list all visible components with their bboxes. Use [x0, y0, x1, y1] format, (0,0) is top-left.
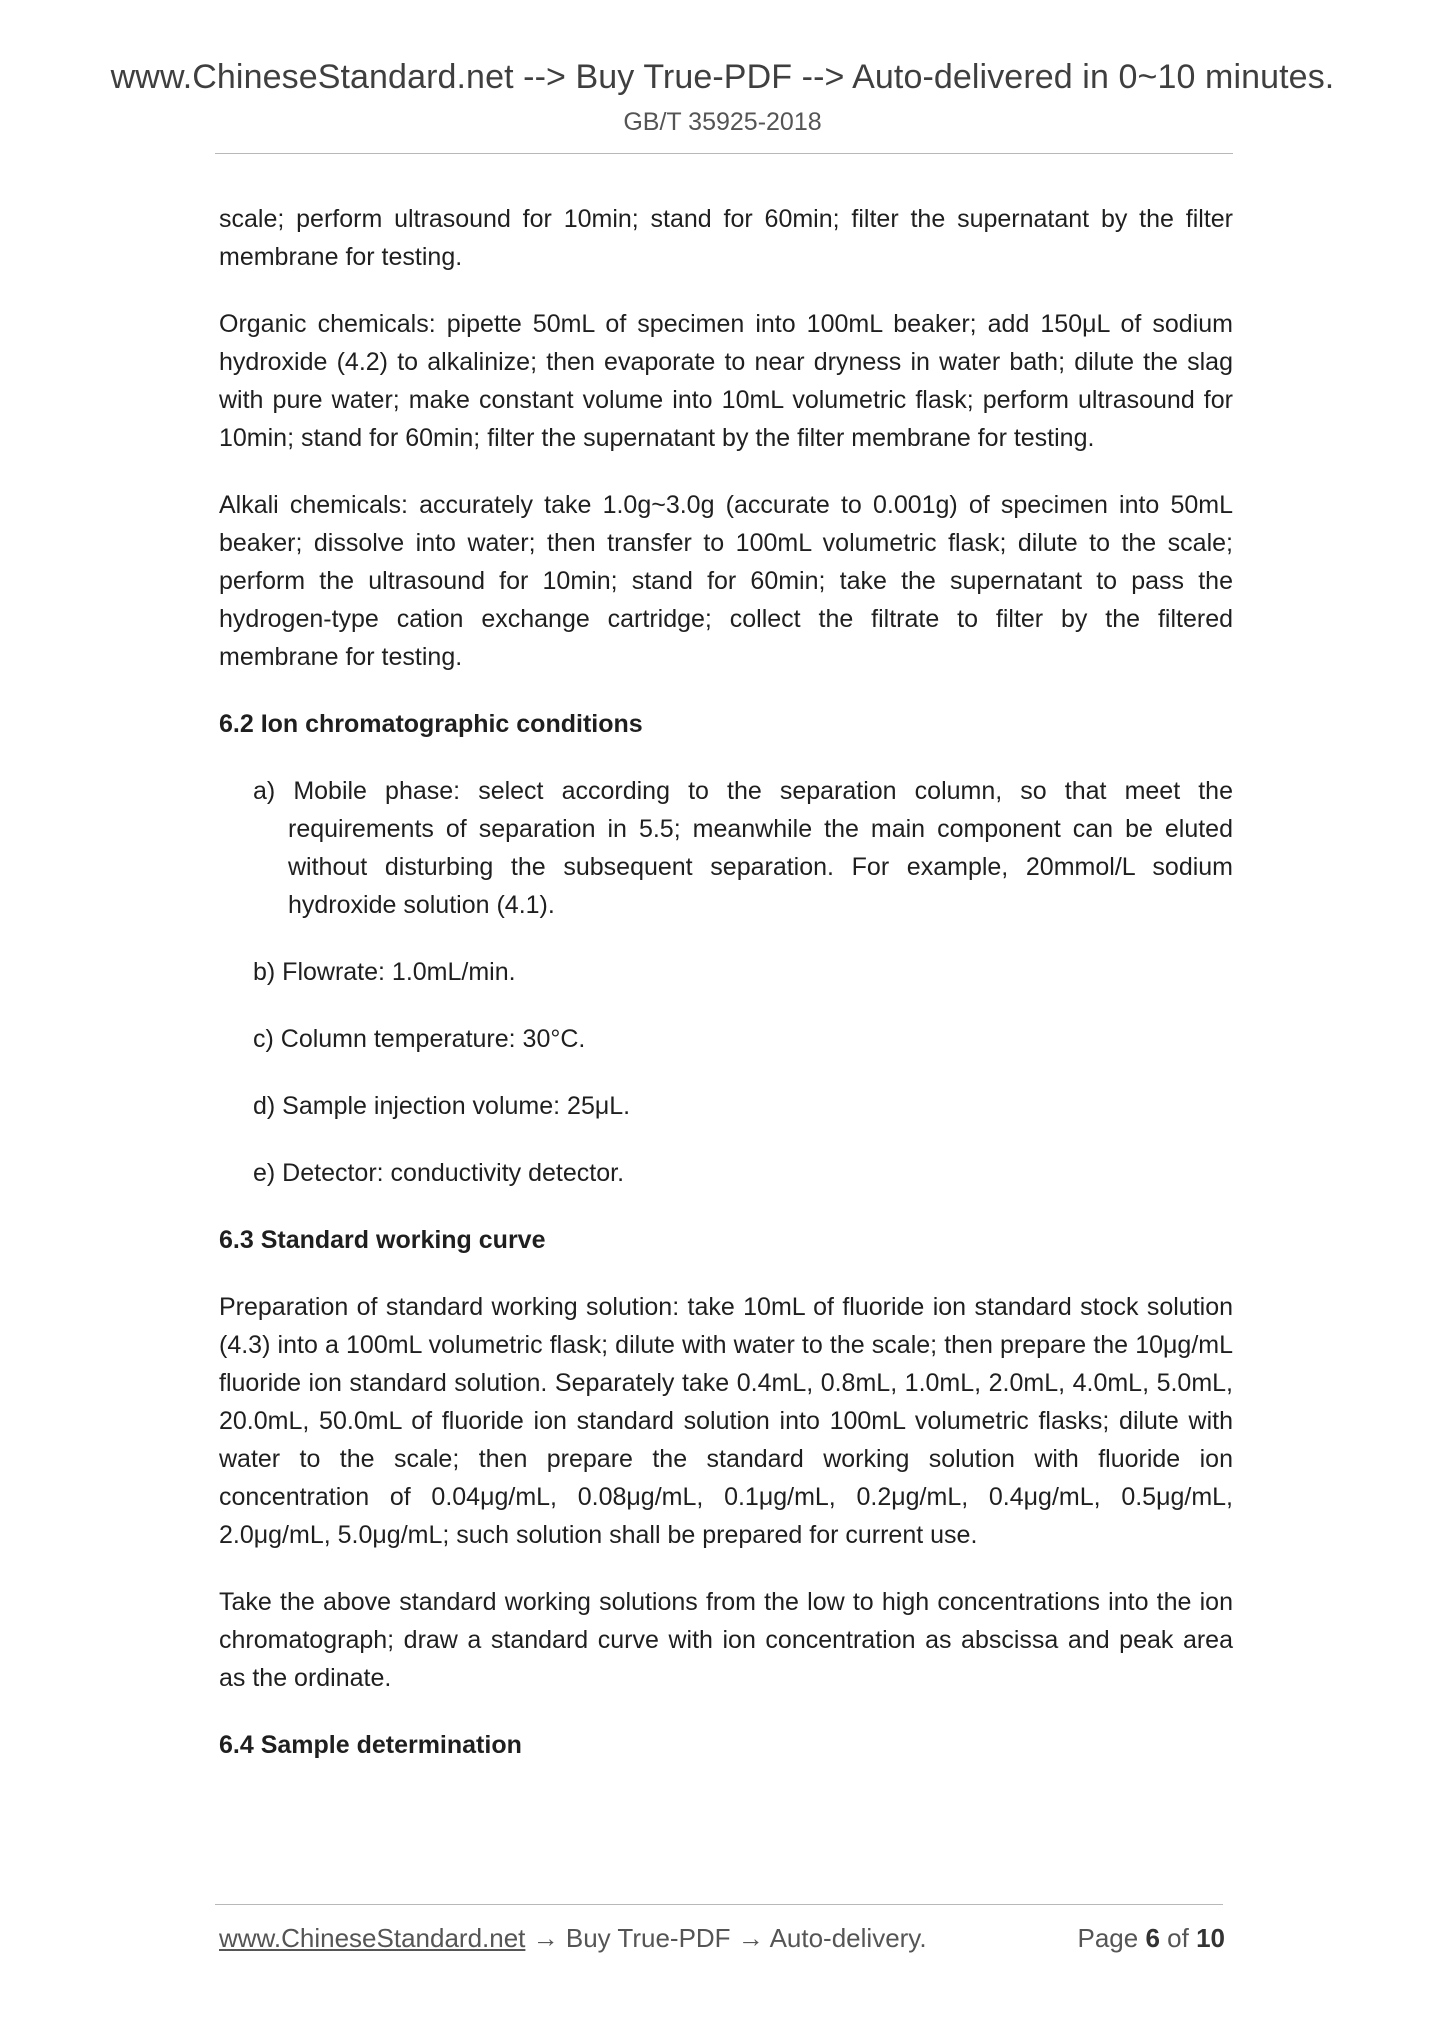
page-label: Page: [1077, 1923, 1139, 1953]
condition-injection-volume: d) Sample injection volume: 25μL.: [253, 1092, 631, 1120]
section-heading-6-2: 6.2 Ion chromatographic conditions: [219, 710, 643, 738]
paragraph-alkali-chemicals: Alkali chemicals: accurately take 1.0g~3.0g (accurate to 0.001g) of specimen into 50mL beaker; dissolve into water; then transfer to 100mL volumetric flask; dilute to the scale; perform the ultrasound for 10min; stand for 60min; take the supernatant to pass the hydrogen-type cation exchange cartridge; collect the filtrate to filter by the filtered membrane for testing.: [219, 491, 1233, 671]
standard-number: GB/T 35925-2018: [623, 108, 822, 136]
conditions-list: [219, 772, 1233, 1192]
document-body: [219, 200, 1233, 1793]
paragraph: scale; perform ultrasound for 10min; stand for 60min; filter the supernatant by the filter membrane for testing.: [219, 205, 1233, 271]
condition-mobile-phase: a) Mobile phase: select according to the separation column, so that meet the requirements of separation in 5.5; meanwhile the main component can be eluted without disturbing the subsequent separation. For example, 20mmol/L sodium hydroxide solution (4.1).: [253, 777, 1233, 919]
paragraph-organic-chemicals: Organic chemicals: pipette 50mL of specimen into 100mL beaker; add 150μL of sodium hydroxide (4.2) to alkalinize; then evaporate to near dryness in water bath; dilute the slag with pure water; make constant volume into 10mL volumetric flask; perform ultrasound for 10min; stand for 60min; filter the supernatant by the filter membrane for testing.: [219, 310, 1233, 452]
paragraph-standard-curve: Take the above standard working solutions from the low to high concentrations into the ion chromatograph; draw a standard curve with ion concentration as abscissa and peak area as the ordinate.: [219, 1588, 1233, 1692]
footer-link[interactable]: www.ChineseStandard.net: [219, 1923, 526, 1953]
condition-flowrate: b) Flowrate: 1.0mL/min.: [253, 958, 516, 986]
page-current: 6: [1145, 1923, 1160, 1953]
paragraph-standard-preparation: Preparation of standard working solution: take 10mL of fluoride ion standard stock solution (4.3) into a 100mL volumetric flask; dilute with water to the scale; then prepare the 10μg/mL fluoride ion standard solution. Separately take 0.4mL, 0.8mL, 1.0mL, 2.0mL, 4.0mL, 5.0mL, 20.0mL, 50.0mL of fluoride ion standard solution into 100mL volumetric flasks; dilute with water to the scale; then prepare the standard working solution with fluoride ion concentration of 0.04μg/mL, 0.08μg/mL, 0.1μg/mL, 0.2μg/mL, 0.4μg/mL, 0.5μg/mL, 2.0μg/mL, 5.0μg/mL; such solution shall be prepared for current use.: [219, 1293, 1233, 1549]
of-label: of: [1167, 1923, 1189, 1953]
section-heading-6-3: 6.3 Standard working curve: [219, 1226, 546, 1254]
page-indicator: [1077, 1923, 1225, 1954]
footer-tail: → Buy True-PDF → Auto-delivery.: [525, 1923, 927, 1953]
footer-divider: [215, 1904, 1223, 1905]
footer-promo: [219, 1923, 927, 1954]
header-banner: www.ChineseStandard.net --> Buy True-PDF --> Auto-delivered in 0~10 minutes.: [110, 58, 1335, 96]
section-heading-6-4: 6.4 Sample determination: [219, 1731, 522, 1759]
condition-detector: e) Detector: conductivity detector.: [253, 1159, 625, 1187]
page-total: 10: [1196, 1923, 1225, 1953]
header-divider: [215, 153, 1233, 154]
condition-column-temperature: c) Column temperature: 30°C.: [253, 1025, 586, 1053]
